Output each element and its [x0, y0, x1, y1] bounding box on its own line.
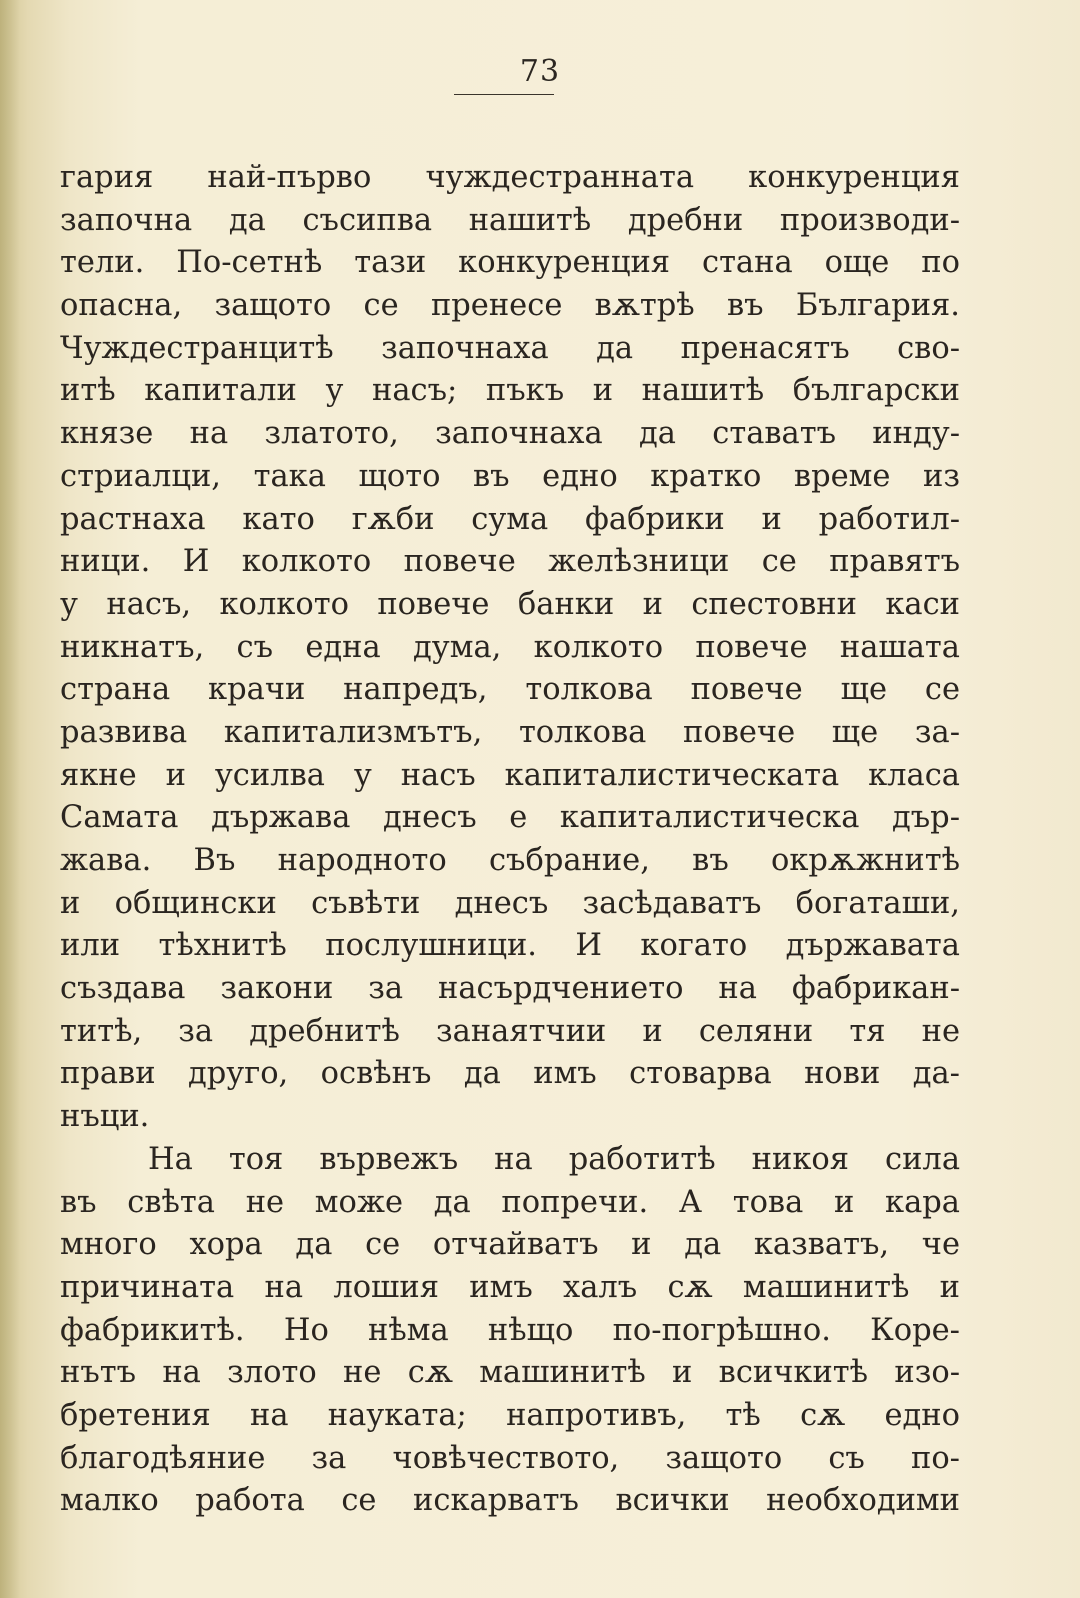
- text-line: растнаха като гѫби сума фабрики и работил-: [60, 501, 960, 537]
- body-text: [60, 157, 960, 1523]
- text-line: малко работа се искарватъ всички необходими: [60, 1483, 960, 1519]
- binding-gutter-shadow: [0, 0, 20, 1598]
- text-line: нътъ на злото не сѫ машинитѣ и всичкитѣ изо-: [60, 1355, 960, 1391]
- text-line: нъци.: [60, 1099, 150, 1135]
- page-number: 73: [519, 54, 561, 89]
- text-line: якне и усилва у насъ капиталистическата класа: [60, 757, 960, 793]
- text-line: прави друго, освѣнъ да имъ стоварва нови да-: [60, 1056, 960, 1092]
- text-line: или тѣхнитѣ послушници. И когато държавата: [60, 928, 960, 964]
- text-line: князе на златото, започнаха да ставатъ инду-: [60, 416, 960, 452]
- text-line: стриалци, така щото въ едно кратко време из: [60, 458, 960, 494]
- text-line: благодѣяние за човѣчеството, защото съ по-: [60, 1440, 960, 1476]
- text-line: у насъ, колкото повече банки и спестовни каси: [60, 586, 960, 622]
- text-line: Самата държава днесъ е капиталистическа дър-: [60, 800, 960, 836]
- text-line: много хора да се отчайватъ и да казватъ, че: [60, 1227, 960, 1263]
- text-line: титѣ, за дребнитѣ занаятчии и селяни тя не: [60, 1013, 960, 1049]
- text-line: гария най-първо чуждестранната конкуренция: [60, 160, 960, 195]
- text-line: тели. По-сетнѣ тази конкуренция стана още по: [60, 245, 960, 281]
- text-line: никнатъ, съ една дума, колкото повече нашата: [60, 629, 960, 665]
- text-line: жава. Въ народното събрание, въ окрѫжнитѣ: [60, 843, 960, 878]
- text-line: бретения на науката; напротивъ, тѣ сѫ едно: [60, 1397, 960, 1433]
- text-line: развива капитализмътъ, толкова повече ще за-: [60, 714, 960, 750]
- text-line: страна крачи напредъ, толкова повече ще се: [60, 672, 960, 708]
- page-number-rule: [454, 94, 554, 95]
- text-line: и общински съвѣти днесъ засѣдаватъ богаташи,: [60, 885, 960, 921]
- text-line: итѣ капитали у насъ; пъкъ и нашитѣ български: [60, 373, 960, 409]
- text-line: ници. И колкото повече желѣзници се правятъ: [60, 544, 960, 580]
- text-line: опасна, защото се пренесе вѫтрѣ въ България.: [60, 288, 960, 324]
- text-line: създава закони за насърдчението на фабрикан-: [60, 971, 960, 1007]
- text-line: фабрикитѣ. Но нѣма нѣщо по-погрѣшно. Коре-: [60, 1312, 960, 1348]
- text-line: Чуждестранцитѣ започнаха да пренасятъ сво-: [60, 330, 960, 366]
- text-line: въ свѣта не може да попречи. А това и кара: [60, 1184, 960, 1220]
- text-line: причината на лошия имъ халъ сѫ машинитѣ и: [60, 1269, 960, 1305]
- text-line: На тоя вървежъ на работитѣ никоя сила: [148, 1141, 960, 1177]
- text-line: започна да съсипва нашитѣ дребни производи-: [60, 202, 960, 238]
